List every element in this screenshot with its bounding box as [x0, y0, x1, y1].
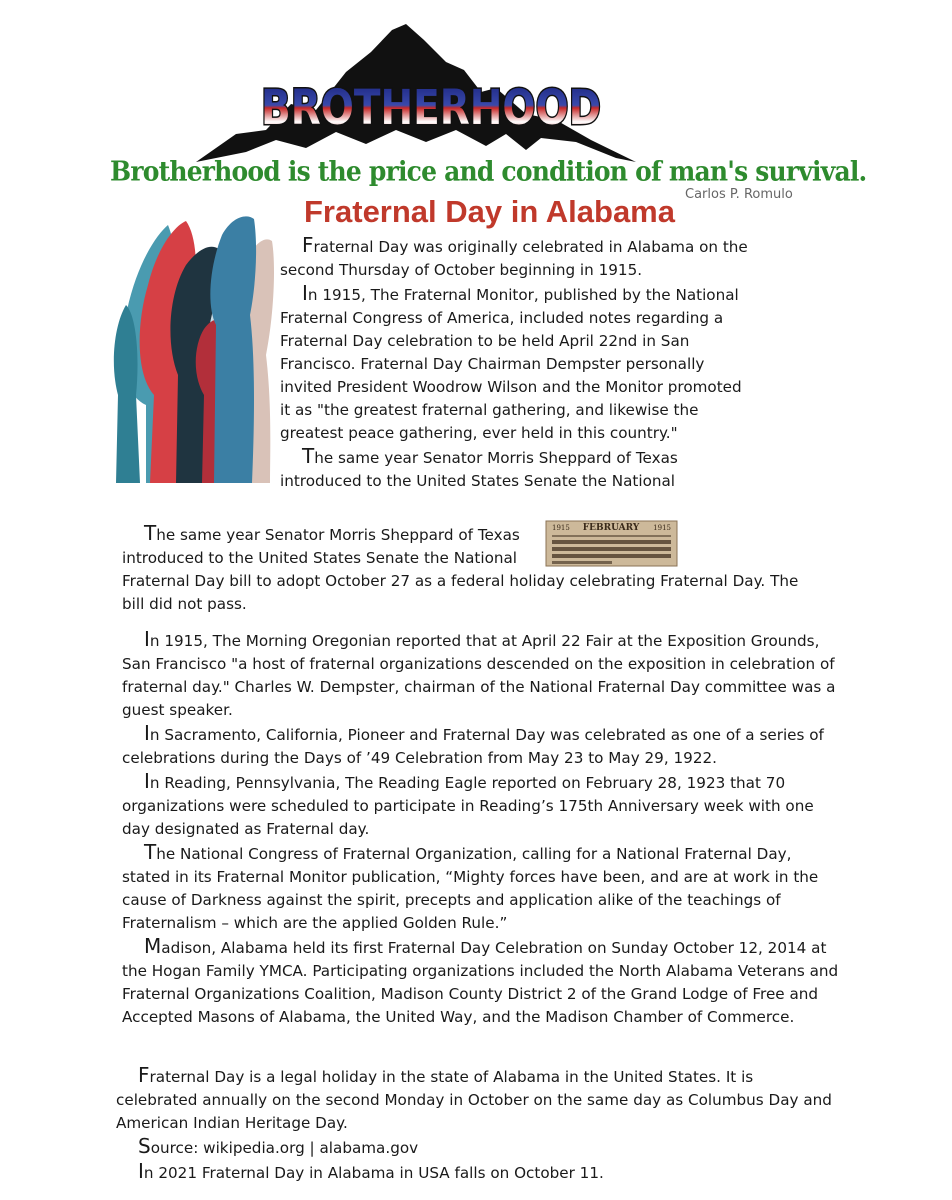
source-line — [116, 1135, 836, 1160]
paragraph — [116, 1160, 836, 1185]
drop-cap: I — [144, 769, 150, 793]
paragraph-text: Fraternal Day bill to adopt October 27 as a federal holiday celebrating Fraternal Day. The bill did not pass. — [122, 572, 799, 613]
paragraph-text: n Reading, Pennsylvania, The Reading Eagle reported on February 28, 1923 that 70 organizations were scheduled to participate in Reading’s 175th Anniversary week with one day designated as Fraternal day. — [122, 774, 814, 838]
paragraph-text: ource: wikipedia.org | alabama.gov — [150, 1139, 419, 1157]
drop-cap: I — [138, 1159, 144, 1183]
paragraph-text: n Sacramento, California, Pioneer and Fraternal Day was celebrated as one of a series of celebrations during the Days of ’49 Celebration from May 23 to May 29, 1922. — [122, 726, 824, 767]
paragraph — [122, 841, 842, 935]
intro-column — [280, 234, 755, 493]
paragraph — [122, 935, 842, 1029]
page-title: Fraternal Day in Alabama — [304, 194, 675, 229]
paragraph — [122, 770, 842, 841]
senate-bill-paragraph — [122, 522, 822, 616]
drop-cap: I — [144, 627, 150, 651]
paragraph-text: n 1915, The Morning Oregonian reported that at April 22 Fair at the Exposition Grounds, San Francisco "a host of fraternal organizations descended on the exposition in celebration of fraternal day." Charles W. Dempster, chairman of the National Fraternal Day committee was a guest speaker. — [122, 632, 836, 719]
logo-wordmark — [256, 78, 606, 134]
drop-cap: I — [144, 721, 150, 745]
drop-cap: T — [302, 444, 315, 468]
people-silhouettes-image — [106, 205, 276, 483]
calendar-year-left: 1915 — [552, 524, 570, 532]
drop-cap: T — [144, 521, 157, 545]
closing-section — [116, 1064, 836, 1185]
paragraph — [280, 234, 755, 282]
paragraph — [122, 522, 822, 616]
calendar-year-right: 1915 — [653, 524, 671, 532]
paragraph-text: he National Congress of Fraternal Organization, calling for a National Fraternal Day, stated in its Fraternal Monitor publication, “Mighty forces have been, and are at work in the cause of Darkness against the spirit, precepts and application alike of the teachings of Fraternalism – which are the applied Golden Rule.” — [122, 845, 819, 932]
drop-cap: T — [144, 840, 157, 864]
paragraph-text: adison, Alabama held its first Fraternal Day Celebration on Sunday October 12, 2014 at the Hogan Family YMCA. Participating organizations included the North Alabama Veterans and Fraternal Organizations Coalition, Madison County District 2 of the Grand Lodge of Free and Accepted Masons of Alabama, the United Way, and the Madison Chamber of Commerce. — [122, 939, 839, 1026]
paragraph — [116, 1064, 836, 1135]
drop-cap: F — [302, 233, 314, 257]
drop-cap: I — [302, 281, 308, 305]
paragraph — [280, 445, 755, 493]
calendar-month: FEBRUARY — [582, 523, 640, 533]
paragraph-text: raternal Day was originally celebrated in Alabama on the second Thursday of October beginning in 1915. — [280, 238, 748, 279]
drop-cap: F — [138, 1063, 150, 1087]
paragraph — [122, 628, 842, 722]
history-section — [122, 628, 842, 1029]
paragraph — [122, 722, 842, 770]
paragraph-text: he same year Senator Morris Sheppard of Texas — [156, 526, 520, 544]
paragraph-line — [122, 522, 532, 547]
paragraph-text: raternal Day is a legal holiday in the state of Alabama in the United States. It is celebrated annually on the second Monday in October on the same day as Columbus Day and American Indian Heritage Day. — [116, 1068, 832, 1132]
paragraph-text: n 1915, The Fraternal Monitor, published by the National Fraternal Congress of America, included notes regarding a Fraternal Day celebration to be held April 22nd in San Francisco. Fraternal Day Chairman Dempster personally invited President Woodrow Wilson and the Monitor promoted it as "the greatest fraternal gathering, and likewise the greatest peace gathering, ever held in this country." — [280, 286, 742, 442]
motto-quote: Brotherhood is the price and condition of man's survival. — [110, 155, 867, 188]
paragraph-text: he same year Senator Morris Sheppard of Texas introduced to the United States Senate the National — [280, 449, 678, 490]
quote-attribution: Carlos P. Romulo — [685, 187, 793, 202]
logo-word-text: BROTHERHOOD — [261, 80, 601, 136]
paragraph-text: n 2021 Fraternal Day in Alabama in USA falls on October 11. — [143, 1164, 604, 1182]
drop-cap: S — [138, 1134, 151, 1158]
drop-cap: M — [144, 934, 162, 958]
paragraph — [280, 282, 755, 445]
paragraph-line: introduced to the United States Senate the National — [122, 549, 518, 567]
